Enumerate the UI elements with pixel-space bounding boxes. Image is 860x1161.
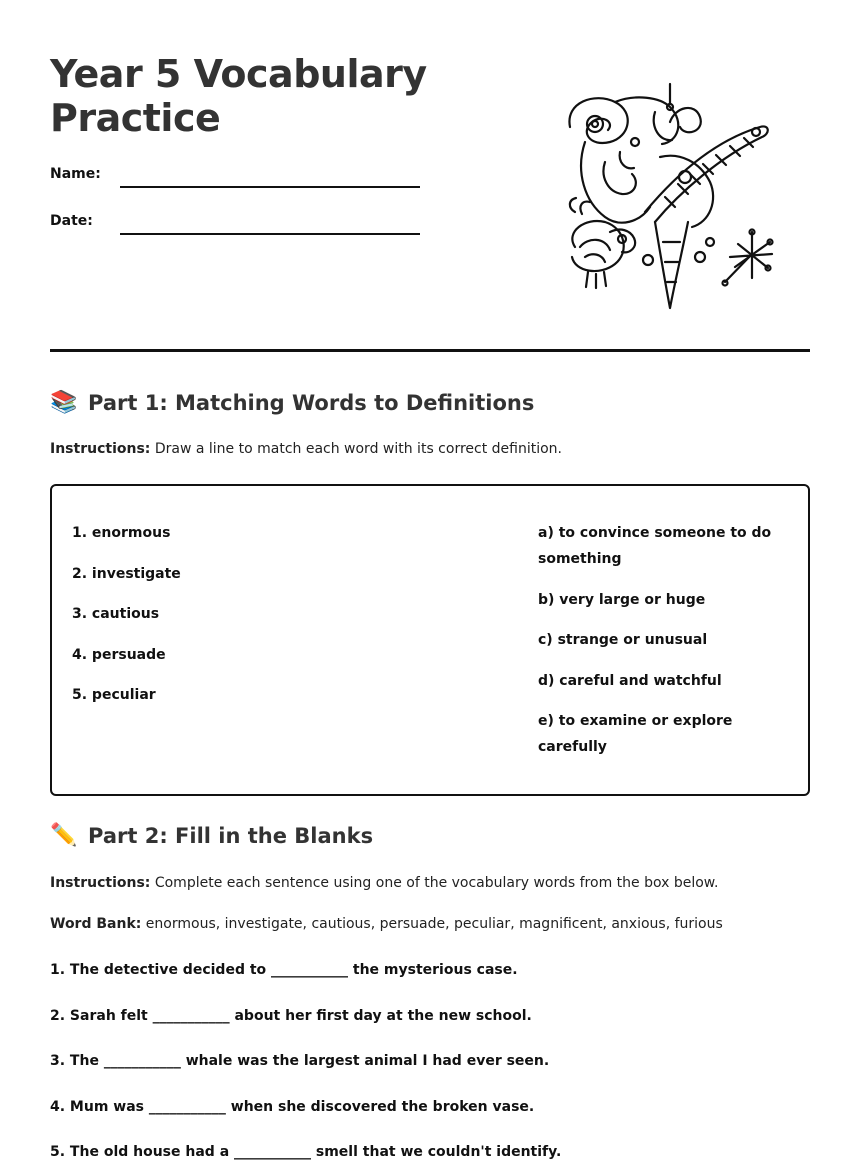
match-definition[interactable]: a) to convince someone to do something bbox=[538, 525, 772, 567]
page-title bbox=[50, 52, 470, 140]
date-line[interactable] bbox=[120, 233, 420, 235]
match-word[interactable]: 3. cautious bbox=[72, 606, 160, 622]
fill-in-sentence[interactable]: 4. Mum was ___________ when she discovered the broken vase. bbox=[50, 1099, 535, 1115]
part1-instructions bbox=[50, 441, 562, 457]
match-definition[interactable]: c) strange or unusual bbox=[538, 632, 708, 648]
fill-in-sentence[interactable]: 3. The ___________ whale was the largest animal I had ever seen. bbox=[50, 1053, 550, 1069]
name-label: Name: bbox=[50, 166, 101, 182]
word-bank-label: Word Bank: bbox=[50, 916, 142, 932]
definition-column bbox=[538, 520, 788, 775]
part1-heading-text: Part 1: Matching Words to Definitions bbox=[88, 390, 535, 415]
title-line-1: Year 5 Vocabulary bbox=[50, 52, 427, 96]
match-word[interactable]: 5. peculiar bbox=[72, 687, 156, 703]
part1-heading bbox=[50, 390, 534, 415]
fill-in-sentence[interactable]: 1. The detective decided to ___________ the mysterious case. bbox=[50, 962, 518, 978]
word-bank-text: enormous, investigate, cautious, persuade, peculiar, magnificent, anxious, furious bbox=[141, 916, 723, 932]
part2-instructions-label: Instructions: bbox=[50, 875, 151, 891]
pencil-icon: ✏️ bbox=[50, 823, 78, 848]
word-column bbox=[72, 520, 332, 723]
match-definition[interactable]: b) very large or huge bbox=[538, 591, 706, 608]
part1-instructions-label: Instructions: bbox=[50, 441, 151, 457]
fill-in-sentence[interactable]: 2. Sarah felt ___________ about her first day at the new school. bbox=[50, 1008, 532, 1024]
title-line-2: Practice bbox=[50, 96, 221, 140]
part2-instructions bbox=[50, 875, 718, 891]
match-word[interactable]: 4. persuade bbox=[72, 646, 166, 663]
header-divider bbox=[50, 349, 810, 352]
matching-box bbox=[50, 484, 810, 796]
match-definition[interactable]: e) to examine or explore carefully bbox=[538, 713, 733, 755]
word-bank bbox=[50, 916, 723, 932]
part2-heading bbox=[50, 823, 373, 848]
books-icon: 📚 bbox=[50, 390, 78, 415]
match-definition[interactable]: d) careful and watchful bbox=[538, 672, 722, 689]
fill-in-sentence[interactable]: 5. The old house had a ___________ smell that we couldn't identify. bbox=[50, 1144, 562, 1160]
date-label: Date: bbox=[50, 213, 93, 229]
match-word[interactable]: 1. enormous bbox=[72, 525, 171, 541]
part2-instructions-text: Complete each sentence using one of the vocabulary words from the box below. bbox=[150, 875, 719, 891]
part2-heading-text: Part 2: Fill in the Blanks bbox=[88, 823, 374, 848]
match-word[interactable]: 2. investigate bbox=[72, 565, 181, 582]
part1-instructions-text: Draw a line to match each word with its correct definition. bbox=[150, 441, 563, 457]
ornamental-letter-illustration bbox=[560, 82, 780, 312]
name-line[interactable] bbox=[120, 186, 420, 188]
